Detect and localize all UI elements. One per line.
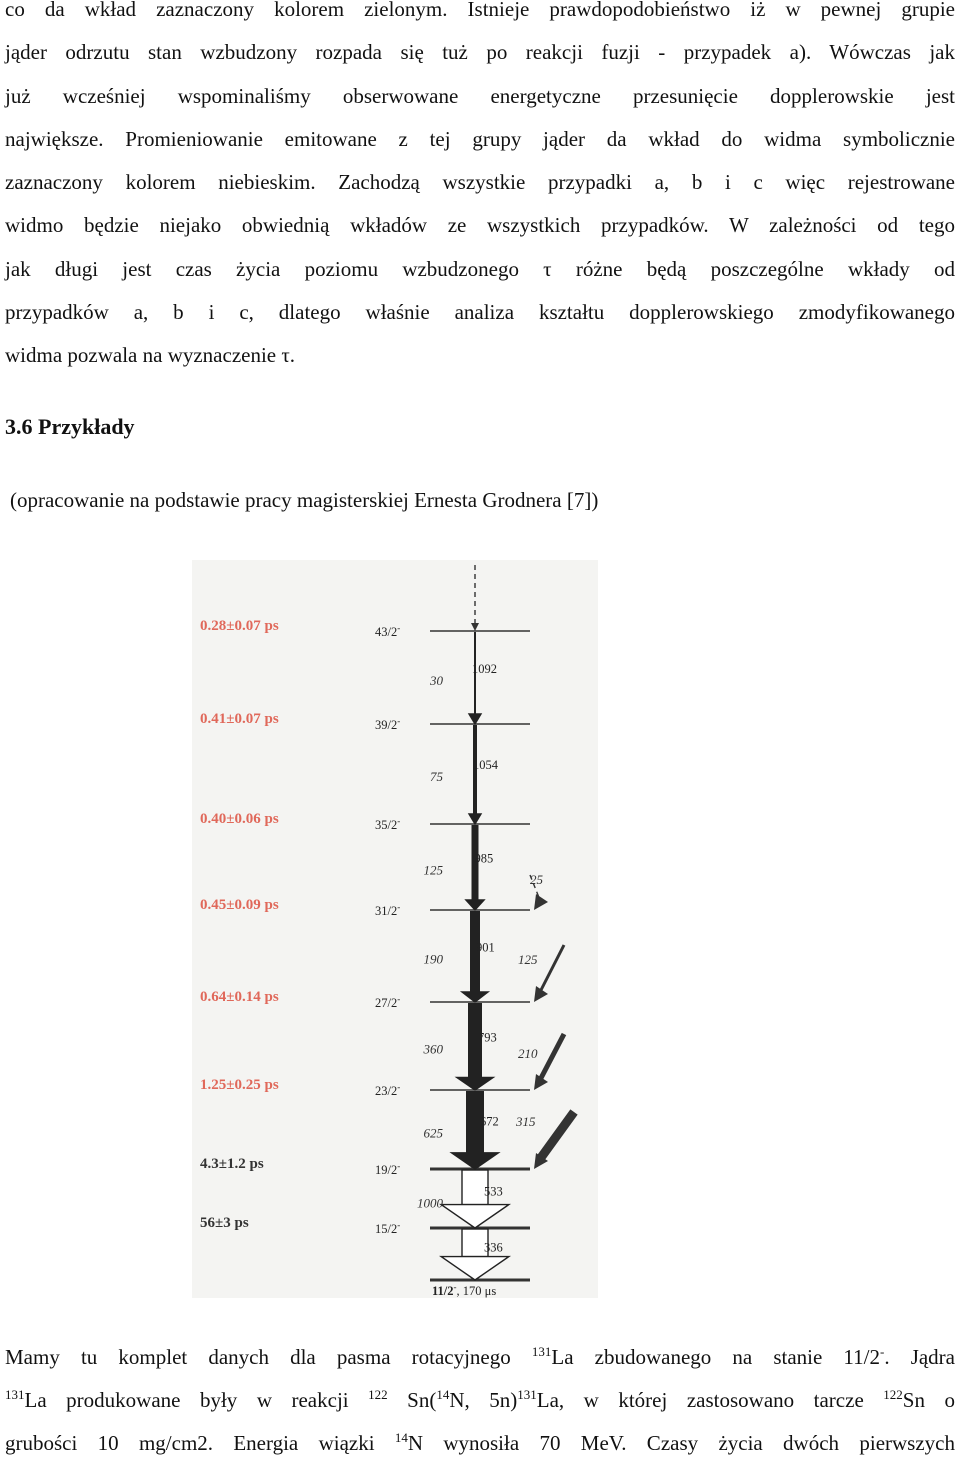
lifetime-label: 56±3 ps <box>200 1215 249 1231</box>
transition-arrow-head <box>462 992 488 1002</box>
text-line: przypadków a, b i c, dlatego właśnie analiza kształtu dopplerowskiego zmodyfikowanego <box>5 300 955 325</box>
intro-paragraph <box>5 0 955 378</box>
arrow-head <box>471 623 479 631</box>
side-feeding-intensity: 125 <box>518 952 538 967</box>
transition-intensity: 30 <box>430 672 443 688</box>
lifetime-label: 0.41±0.07 ps <box>200 711 279 727</box>
lifetime-label: 1.25±0.25 ps <box>200 1077 279 1093</box>
transition-arrow-head <box>441 1257 509 1280</box>
spin-label: 39/2- <box>375 716 401 732</box>
transition-intensity: 125 <box>423 862 443 878</box>
text-line: największe. Promieniowanie emitowane z tej grupy jąder da wkład do widma symbolicznie <box>5 126 955 151</box>
text-line: zaznaczony kolorem niebieskim. Zachodzą wszystkie przypadki a, b i c więc rejestrowane <box>5 170 955 195</box>
transition-energy: 336 <box>484 1240 503 1255</box>
source-note: (opracowanie na podstawie pracy magisterskiej Ernesta Grodnera [7]) <box>10 488 599 512</box>
level-scheme-diagram <box>192 560 598 1298</box>
transition-arrow-head <box>457 1077 493 1090</box>
ground-state-label: 11/2-, 170 μs <box>432 1282 497 1298</box>
spin-label: 35/2- <box>375 816 401 832</box>
text-line: co da wkład zaznaczony kolorem zielonym. Istnieje prawdopodobieństwo iż w pewnej grupie <box>5 0 955 21</box>
transition-arrow-head <box>469 814 481 824</box>
lifetime-label: 0.40±0.06 ps <box>200 811 279 827</box>
lifetime-label: 0.64±0.14 ps <box>200 989 279 1005</box>
spin-label: 19/2- <box>375 1161 401 1177</box>
spin-label: 43/2- <box>375 623 401 639</box>
text-line: jąder odrzutu stan wzbudzony rozpada się tuż po reakcji fuzji - przypadek a). Wówczas jak <box>5 40 955 65</box>
spin-label: 23/2- <box>375 1082 401 1098</box>
text-line: grubości 10 mg/cm2. Energia wiązki $^{14}$N wynosiła 70 MeV. Czasy życia dwóch pierwszych <box>5 1430 955 1455</box>
transition-energy: 901 <box>476 940 495 955</box>
transition-energy: 533 <box>484 1184 503 1199</box>
lifetime-label: 0.45±0.09 ps <box>200 897 279 913</box>
text-line: widmo będzie niejako obwiednią wkładów ze wszystkich przypadków. W zależności od tego <box>5 213 955 238</box>
spin-label: 27/2- <box>375 994 401 1010</box>
side-feeding-intensity: 210 <box>518 1046 538 1061</box>
lifetime-label: 4.3±1.2 ps <box>200 1156 264 1172</box>
text-line: już wcześniej wspominaliśmy obserwowane energetyczne przesunięcie dopplerowskie jest <box>5 83 955 108</box>
side-feeding-intensity: 25 <box>530 872 543 887</box>
transition-arrow-head <box>452 1153 499 1169</box>
level-scheme-figure <box>192 560 598 1298</box>
spin-label: 15/2- <box>375 1220 401 1236</box>
transition-energy: 672 <box>480 1114 499 1129</box>
transition-energy: 1054 <box>473 758 498 772</box>
lifetime-label: 0.28±0.07 ps <box>200 618 279 634</box>
spin-label: 31/2- <box>375 902 401 918</box>
transition-intensity: 360 <box>423 1041 443 1057</box>
transition-arrow-head <box>441 1205 509 1228</box>
transition-energy: 793 <box>478 1030 497 1045</box>
section-heading: 3.6 Przykłady <box>5 414 135 439</box>
transition-intensity: 190 <box>423 951 443 967</box>
side-feeding-arrow <box>540 945 564 992</box>
text-line: $^{131}$La produkowane były w reakcji $^{122}$ Sn($^{14}$N, 5n)$^{131}$La, w której zastosowano tarcze $^{122}$Sn o <box>5 1387 955 1412</box>
outro-paragraph <box>5 1336 955 1465</box>
text-line: Mamy tu komplet danych dla pasma rotacyjnego $^{131}$La zbudowanego na stanie 11/2-. Jądra <box>5 1344 956 1369</box>
transition-intensity: 75 <box>430 769 443 784</box>
transition-energy: 1092 <box>472 661 497 676</box>
side-feeding-arrow <box>540 1112 574 1159</box>
transition-intensity: 1000 <box>417 1195 443 1211</box>
side-feeding-arrow <box>540 1034 564 1080</box>
transition-arrow-head <box>466 900 484 910</box>
text-line: jak długi jest czas życia poziomu wzbudzonego τ różne będą poszczególne wkłady od <box>5 256 955 281</box>
transition-arrow-head <box>469 714 481 724</box>
side-feeding-arrow-head <box>534 894 548 910</box>
transition-energy: 985 <box>474 851 494 866</box>
side-feeding-intensity: 315 <box>516 1114 536 1129</box>
text-line: widma pozwala na wyznaczenie τ. <box>5 343 296 368</box>
transition-intensity: 625 <box>423 1125 443 1141</box>
